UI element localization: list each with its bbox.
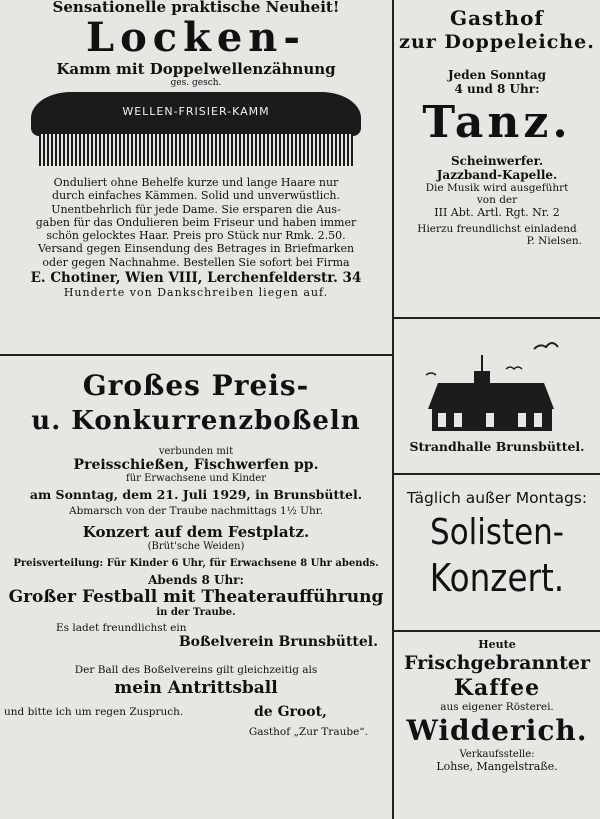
ad-body [0,176,392,269]
text-line: verbunden mit [158,446,234,457]
comb-label: WELLEN-FRISIER-KAMM [122,105,270,118]
seagull-icon [426,373,436,375]
big-word: Widderich. [406,714,588,747]
text-line: Abends 8 Uhr: [148,573,244,587]
text-line: de Groot, [254,704,327,720]
text-line: aus eigener Rösterei. [440,701,554,713]
patent-note: ges. gesch. [170,78,222,88]
text-line: am Sonntag, dem 21. Juli 1929, in Brunsbüttel. [29,487,363,502]
text-line: Preisschießen, Fischwerfen pp. [73,457,319,473]
seagull-icon [534,343,558,349]
body-line: Onduliert ohne Behelfe kurze und lange Haare nur [53,176,339,189]
ad-subtitle: Kamm mit Doppelwellenzähnung [56,60,336,78]
text-line: III Abt. Artl. Rgt. Nr. 2 [434,206,560,219]
body-line: gaben für das Ondulieren beim Friseur und haben immer [35,215,357,229]
text-line: Jeden Sonntag [447,68,547,82]
body-line: durch einfaches Kämmen. Solid und unverwüstlich. [52,189,340,203]
section-divider-left [0,354,392,356]
text-line: Boßelverein Brunsbüttel. [178,634,378,650]
text-line: Heute [478,638,516,651]
text-line: Täglich außer Montags: [406,489,588,507]
comb-illustration [31,92,361,170]
text-line: P. Nielsen. [526,235,582,247]
text-line: mein Antrittsball [114,678,278,698]
kaffee-widderich-ad [394,632,600,819]
ad-title: Gasthof [449,6,545,30]
text-line: Scheinwerfer. [450,154,544,168]
text-line: von der [476,194,518,206]
ad-headline: Sensationelle praktische Neuheit! [52,0,340,16]
text-line: Verkaufsstelle: [459,749,535,760]
ad-title: Locken- [85,14,306,61]
text-line: in der Traube. [156,607,236,618]
text-line: Abmarsch von der Traube nachmittags 1½ Uhr. [68,505,323,517]
big-word: Solisten- [430,512,564,553]
text-line: Großer Festball mit Theateraufführung [8,587,384,607]
building-roof [428,383,554,409]
bosseln-ad [0,358,392,819]
gasthof-doppeleiche-ad [394,0,600,317]
venue-name: Strandhalle Brunsbüttel. [409,439,585,454]
ad-footer: Hunderte von Dankschreiben liegen auf. [63,286,329,300]
text-line: (Brüt'sche Weiden) [147,541,245,552]
strandhalle-ad [394,319,600,473]
body-line: schön gelocktes Haar. Preis pro Stück nur Rmk. 2.50. [46,229,346,243]
locken-kamm-ad [0,0,392,354]
body-line: Unentbehrlich für jede Dame. Sie ersparen die Aus- [51,202,341,216]
text-line: Der Ball des Boßelvereins gilt gleichzeitig als [74,664,318,676]
strandhalle-building-illustration [394,319,600,437]
big-word: Tanz. [422,97,572,148]
text-line: und bitte ich um regen Zuspruch. [4,706,184,718]
big-word: Konzert. [429,556,565,600]
body-line: oder gegen Nachnahme. Bestellen Sie sofort bei Firma [42,255,350,269]
solisten-konzert-ad [394,475,600,630]
text-line: Lohse, Mangelstraße. [436,760,558,773]
text-line: Preisverteilung: Für Kinder 6 Uhr, für Erwachsene 8 Uhr abends. [13,558,379,569]
text-line: Konzert auf dem Festplatz. [82,523,310,541]
text-line: Gasthof „Zur Traube“. [248,726,368,738]
ad-title: u. Konkurrenzboßeln [31,406,361,436]
big-word: Frischgebrannter [404,652,590,674]
text-line: Hierzu freundlichst einladend [417,223,577,235]
text-line: 4 und 8 Uhr: [454,82,540,96]
text-line: Es ladet freundlichst ein [56,622,187,634]
seagull-icon [506,367,522,369]
ad-title: zur Doppeleiche. [399,31,595,53]
body-line: Versand gegen Einsendung des Betrages in Briefmarken [37,242,355,256]
ad-title: Großes Preis- [82,369,310,402]
text-line: für Erwachsene und Kinder [126,473,266,484]
text-line: Die Musik wird ausgeführt [425,182,569,194]
signature-row [0,704,392,722]
big-word: Kaffee [453,675,541,701]
text-line: Jazzband-Kapelle. [436,168,558,182]
firm-address: E. Chotiner, Wien VIII, Lerchenfelderstr. 34 [30,270,362,287]
